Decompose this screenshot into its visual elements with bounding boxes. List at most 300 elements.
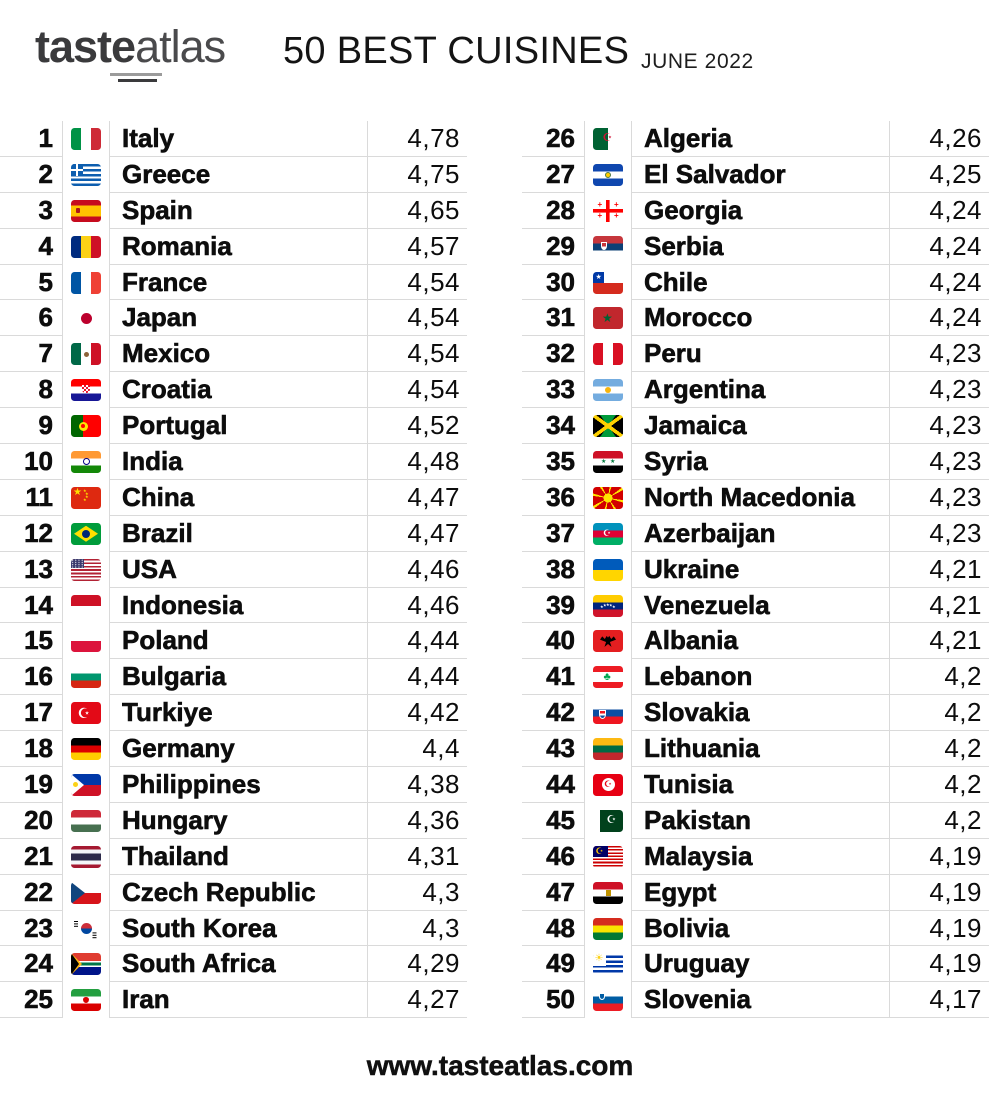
albania-flag-icon (593, 630, 623, 652)
croatia-flag-icon (71, 379, 101, 401)
flag-cell (584, 265, 632, 301)
rank-value: 36 (522, 480, 584, 516)
table-row (522, 480, 989, 516)
ranking-column-right (522, 121, 989, 1018)
country-name: Peru (632, 336, 889, 372)
flag-cell (62, 982, 110, 1018)
table-row (522, 408, 989, 444)
country-name: USA (110, 552, 367, 588)
rank-value: 16 (0, 659, 62, 695)
table-row (522, 372, 989, 408)
country-name: Romania (110, 229, 367, 265)
rating-value: 4,19 (889, 946, 989, 982)
rank-value: 15 (0, 623, 62, 659)
country-name: Thailand (110, 839, 367, 875)
rating-value: 4,75 (367, 157, 467, 193)
logo-text-taste: tast (35, 21, 112, 72)
table-row (0, 731, 467, 767)
rating-value: 4,23 (889, 336, 989, 372)
flag-cell (584, 408, 632, 444)
flag-cell (62, 588, 110, 624)
rank-value: 28 (522, 193, 584, 229)
table-row (0, 552, 467, 588)
rank-value: 2 (0, 157, 62, 193)
table-row (0, 767, 467, 803)
flag-cell (584, 121, 632, 157)
country-name: Turkiye (110, 695, 367, 731)
table-row (0, 229, 467, 265)
country-name: Iran (110, 982, 367, 1018)
table-row (0, 193, 467, 229)
country-name: Argentina (632, 372, 889, 408)
rating-value: 4,44 (367, 659, 467, 695)
flag-cell (62, 157, 110, 193)
rank-value: 43 (522, 731, 584, 767)
azerbaijan-flag-icon (593, 523, 623, 545)
table-row (0, 336, 467, 372)
italy-flag-icon (71, 128, 101, 150)
country-name: Bulgaria (110, 659, 367, 695)
country-name: Ukraine (632, 552, 889, 588)
rank-value: 38 (522, 552, 584, 588)
country-name: Azerbaijan (632, 516, 889, 552)
country-name: Albania (632, 623, 889, 659)
country-name: Algeria (632, 121, 889, 157)
country-name: Slovakia (632, 695, 889, 731)
rating-value: 4,21 (889, 552, 989, 588)
bulgaria-flag-icon (71, 666, 101, 688)
flag-cell (62, 408, 110, 444)
table-row (0, 588, 467, 624)
malaysia-flag-icon (593, 846, 623, 868)
lebanon-flag-icon (593, 666, 623, 688)
flag-cell (62, 659, 110, 695)
flag-cell (584, 588, 632, 624)
flag-cell (62, 875, 110, 911)
logo-underline-accent: ea (111, 21, 160, 72)
rank-value: 37 (522, 516, 584, 552)
country-name: South Africa (110, 946, 367, 982)
country-name: Philippines (110, 767, 367, 803)
rating-value: 4,46 (367, 552, 467, 588)
ukraine-flag-icon (593, 559, 623, 581)
rank-value: 18 (0, 731, 62, 767)
table-row (0, 516, 467, 552)
flag-cell (584, 552, 632, 588)
rating-value: 4,54 (367, 300, 467, 336)
country-name: Germany (110, 731, 367, 767)
rank-value: 23 (0, 911, 62, 947)
usa-flag-icon (71, 559, 101, 581)
table-row (522, 229, 989, 265)
serbia-flag-icon (593, 236, 623, 258)
country-name: Mexico (110, 336, 367, 372)
rating-value: 4,38 (367, 767, 467, 803)
lithuania-flag-icon (593, 738, 623, 760)
rating-value: 4,24 (889, 193, 989, 229)
flag-cell (584, 875, 632, 911)
flag-cell (62, 839, 110, 875)
flag-cell (62, 193, 110, 229)
rating-value: 4,3 (367, 911, 467, 947)
rank-value: 29 (522, 229, 584, 265)
rank-value: 20 (0, 803, 62, 839)
rating-value: 4,54 (367, 265, 467, 301)
table-row (0, 157, 467, 193)
rank-value: 48 (522, 911, 584, 947)
rank-value: 21 (0, 839, 62, 875)
flag-cell (62, 911, 110, 947)
flag-cell (62, 336, 110, 372)
flag-cell (584, 336, 632, 372)
country-name: Venezuela (632, 588, 889, 624)
rank-value: 3 (0, 193, 62, 229)
philippines-flag-icon (71, 774, 101, 796)
rating-value: 4,2 (889, 731, 989, 767)
country-name: Slovenia (632, 982, 889, 1018)
rating-value: 4,24 (889, 265, 989, 301)
flag-cell (62, 803, 110, 839)
slovakia-flag-icon (593, 702, 623, 724)
rating-value: 4,21 (889, 623, 989, 659)
country-name: India (110, 444, 367, 480)
pakistan-flag-icon (593, 810, 623, 832)
rank-value: 40 (522, 623, 584, 659)
rank-value: 13 (0, 552, 62, 588)
table-row (522, 588, 989, 624)
india-flag-icon (71, 451, 101, 473)
rank-value: 47 (522, 875, 584, 911)
rank-value: 8 (0, 372, 62, 408)
table-row (0, 839, 467, 875)
rank-value: 41 (522, 659, 584, 695)
table-row (522, 516, 989, 552)
table-row (522, 839, 989, 875)
venezuela-flag-icon (593, 595, 623, 617)
el-salvador-flag-icon (593, 164, 623, 186)
rating-value: 4,17 (889, 982, 989, 1018)
rating-value: 4,47 (367, 516, 467, 552)
thailand-flag-icon (71, 846, 101, 868)
argentina-flag-icon (593, 379, 623, 401)
country-name: North Macedonia (632, 480, 889, 516)
greece-flag-icon (71, 164, 101, 186)
syria-flag-icon (593, 451, 623, 473)
rating-value: 4,4 (367, 731, 467, 767)
table-row (0, 121, 467, 157)
rating-value: 4,2 (889, 803, 989, 839)
flag-cell (62, 372, 110, 408)
table-row (522, 300, 989, 336)
country-name: Malaysia (632, 839, 889, 875)
country-name: Uruguay (632, 946, 889, 982)
rank-value: 25 (0, 982, 62, 1018)
country-name: Tunisia (632, 767, 889, 803)
flag-cell (62, 516, 110, 552)
website-url: www.tasteatlas.com (366, 1050, 634, 1081)
flag-cell (584, 767, 632, 803)
table-row (0, 372, 467, 408)
table-row (0, 480, 467, 516)
rank-value: 45 (522, 803, 584, 839)
mexico-flag-icon (71, 343, 101, 365)
spain-flag-icon (71, 200, 101, 222)
south-korea-flag-icon (71, 918, 101, 940)
rank-value: 11 (0, 480, 62, 516)
flag-cell (62, 265, 110, 301)
flag-cell (584, 839, 632, 875)
poland-flag-icon (71, 630, 101, 652)
country-name: Greece (110, 157, 367, 193)
rating-value: 4,19 (889, 839, 989, 875)
france-flag-icon (71, 272, 101, 294)
flag-cell (584, 982, 632, 1018)
rating-value: 4,23 (889, 516, 989, 552)
egypt-flag-icon (593, 882, 623, 904)
rating-value: 4,52 (367, 408, 467, 444)
country-name: Lithuania (632, 731, 889, 767)
chile-flag-icon (593, 272, 623, 294)
table-row (522, 444, 989, 480)
flag-cell (62, 229, 110, 265)
peru-flag-icon (593, 343, 623, 365)
flag-cell (62, 552, 110, 588)
table-row (0, 982, 467, 1018)
rating-value: 4,19 (889, 875, 989, 911)
flag-cell (584, 695, 632, 731)
rank-value: 7 (0, 336, 62, 372)
flag-cell (584, 193, 632, 229)
flag-cell (584, 623, 632, 659)
rating-value: 4,2 (889, 767, 989, 803)
flag-cell (584, 229, 632, 265)
table-row (522, 193, 989, 229)
ranking-column-left (0, 121, 467, 1018)
table-row (0, 623, 467, 659)
flag-cell (584, 803, 632, 839)
table-row (0, 803, 467, 839)
table-row (522, 946, 989, 982)
rating-value: 4,57 (367, 229, 467, 265)
iran-flag-icon (71, 989, 101, 1011)
rank-value: 24 (0, 946, 62, 982)
table-row (522, 767, 989, 803)
rating-value: 4,23 (889, 372, 989, 408)
rating-value: 4,44 (367, 623, 467, 659)
rank-value: 14 (0, 588, 62, 624)
country-name: Lebanon (632, 659, 889, 695)
rank-value: 1 (0, 121, 62, 157)
rating-value: 4,2 (889, 695, 989, 731)
table-row (0, 659, 467, 695)
rank-value: 49 (522, 946, 584, 982)
romania-flag-icon (71, 236, 101, 258)
flag-cell (62, 695, 110, 731)
country-name: Morocco (632, 300, 889, 336)
rating-value: 4,54 (367, 372, 467, 408)
tasteatlas-logo (35, 21, 226, 72)
table-row (522, 659, 989, 695)
flag-cell (62, 767, 110, 803)
country-name: South Korea (110, 911, 367, 947)
country-name: Indonesia (110, 588, 367, 624)
country-name: Czech Republic (110, 875, 367, 911)
country-name: Chile (632, 265, 889, 301)
country-name: Jamaica (632, 408, 889, 444)
czech-republic-flag-icon (71, 882, 101, 904)
flag-cell (62, 731, 110, 767)
rating-value: 4,65 (367, 193, 467, 229)
country-name: Portugal (110, 408, 367, 444)
china-flag-icon (71, 487, 101, 509)
rating-value: 4,27 (367, 982, 467, 1018)
page-title: 50 BEST CUISINES (283, 30, 630, 72)
rank-value: 30 (522, 265, 584, 301)
country-name: Croatia (110, 372, 367, 408)
rating-value: 4,2 (889, 659, 989, 695)
rank-value: 46 (522, 839, 584, 875)
table-row (522, 731, 989, 767)
table-row (522, 875, 989, 911)
rating-value: 4,48 (367, 444, 467, 480)
country-name: France (110, 265, 367, 301)
rank-value: 5 (0, 265, 62, 301)
rank-value: 33 (522, 372, 584, 408)
rating-value: 4,21 (889, 588, 989, 624)
flag-cell (62, 480, 110, 516)
south-africa-flag-icon (71, 953, 101, 975)
flag-cell (62, 121, 110, 157)
flag-cell (584, 480, 632, 516)
brazil-flag-icon (71, 523, 101, 545)
flag-cell (62, 444, 110, 480)
algeria-flag-icon (593, 128, 623, 150)
rank-value: 22 (0, 875, 62, 911)
country-name: Spain (110, 193, 367, 229)
flag-cell (584, 157, 632, 193)
flag-cell (62, 946, 110, 982)
rating-value: 4,24 (889, 229, 989, 265)
rating-value: 4,54 (367, 336, 467, 372)
rank-value: 44 (522, 767, 584, 803)
flag-cell (584, 372, 632, 408)
rank-value: 10 (0, 444, 62, 480)
country-name: Serbia (632, 229, 889, 265)
date-label: JUNE 2022 (641, 50, 754, 73)
germany-flag-icon (71, 738, 101, 760)
slovenia-flag-icon (593, 989, 623, 1011)
flag-cell (584, 911, 632, 947)
rating-value: 4,23 (889, 408, 989, 444)
rating-value: 4,23 (889, 480, 989, 516)
rank-value: 26 (522, 121, 584, 157)
table-row (0, 875, 467, 911)
country-name: Brazil (110, 516, 367, 552)
rating-value: 4,24 (889, 300, 989, 336)
turkiye-flag-icon (71, 702, 101, 724)
rank-value: 31 (522, 300, 584, 336)
rank-value: 17 (0, 695, 62, 731)
table-row (0, 408, 467, 444)
country-name: Hungary (110, 803, 367, 839)
table-row (522, 695, 989, 731)
rating-value: 4,31 (367, 839, 467, 875)
hungary-flag-icon (71, 810, 101, 832)
flag-cell (584, 946, 632, 982)
logo-text-atlas: tlas (159, 21, 226, 72)
flag-cell (62, 623, 110, 659)
rank-value: 19 (0, 767, 62, 803)
table-row (522, 552, 989, 588)
rank-value: 6 (0, 300, 62, 336)
rank-value: 39 (522, 588, 584, 624)
flag-cell (584, 659, 632, 695)
country-name: Bolivia (632, 911, 889, 947)
georgia-flag-icon (593, 200, 623, 222)
rank-value: 34 (522, 408, 584, 444)
country-name: Pakistan (632, 803, 889, 839)
north-macedonia-flag-icon (593, 487, 623, 509)
flag-cell (62, 300, 110, 336)
table-row (522, 157, 989, 193)
country-name: Japan (110, 300, 367, 336)
japan-flag-icon (71, 307, 101, 329)
table-row (522, 982, 989, 1018)
rank-value: 50 (522, 982, 584, 1018)
rating-value: 4,47 (367, 480, 467, 516)
country-name: Syria (632, 444, 889, 480)
portugal-flag-icon (71, 415, 101, 437)
rating-value: 4,46 (367, 588, 467, 624)
indonesia-flag-icon (71, 595, 101, 617)
rank-value: 42 (522, 695, 584, 731)
flag-cell (584, 731, 632, 767)
table-row (0, 265, 467, 301)
table-row (0, 911, 467, 947)
table-row (522, 336, 989, 372)
rank-value: 35 (522, 444, 584, 480)
rating-value: 4,25 (889, 157, 989, 193)
uruguay-flag-icon (593, 953, 623, 975)
country-name: Georgia (632, 193, 889, 229)
rank-value: 27 (522, 157, 584, 193)
rating-value: 4,36 (367, 803, 467, 839)
table-row (522, 803, 989, 839)
country-name: Egypt (632, 875, 889, 911)
table-row (522, 623, 989, 659)
jamaica-flag-icon (593, 415, 623, 437)
rating-value: 4,42 (367, 695, 467, 731)
bolivia-flag-icon (593, 918, 623, 940)
rank-value: 4 (0, 229, 62, 265)
table-row (0, 444, 467, 480)
rating-value: 4,19 (889, 911, 989, 947)
country-name: Poland (110, 623, 367, 659)
rank-value: 32 (522, 336, 584, 372)
table-row (522, 911, 989, 947)
flag-cell (584, 300, 632, 336)
tunisia-flag-icon (593, 774, 623, 796)
rating-value: 4,23 (889, 444, 989, 480)
flag-cell (584, 444, 632, 480)
flag-cell (584, 516, 632, 552)
table-row (0, 300, 467, 336)
table-row (522, 265, 989, 301)
table-row (0, 946, 467, 982)
table-row (522, 121, 989, 157)
rating-value: 4,3 (367, 875, 467, 911)
rank-value: 9 (0, 408, 62, 444)
